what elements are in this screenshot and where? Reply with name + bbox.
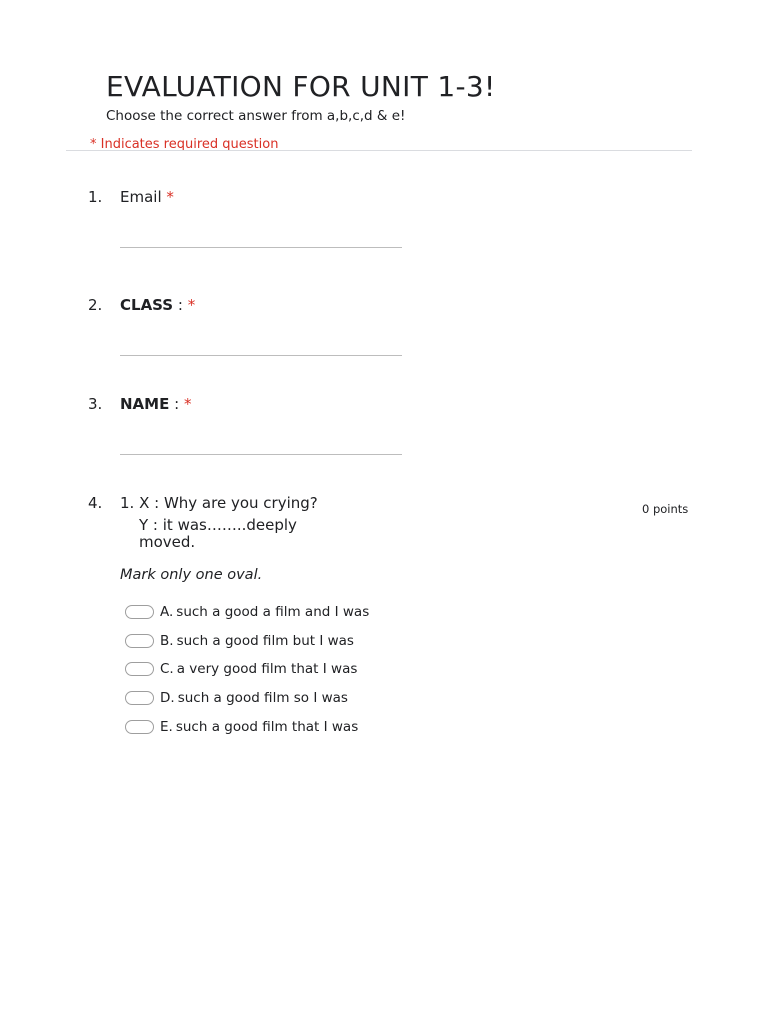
radio-oval[interactable] [125,605,154,619]
question-1-number: 1. [88,188,103,206]
radio-oval[interactable] [125,720,154,734]
question-3-title: NAME [120,395,170,413]
question-3-number: 3. [88,395,103,413]
question-3-suffix: : [169,395,180,413]
option-label: such a good a film and I was [176,603,370,620]
required-star: * [166,188,174,206]
option-b[interactable] [125,632,354,649]
option-c[interactable] [125,660,357,677]
form-title: EVALUATION FOR UNIT 1-3! [106,70,496,103]
required-note: * Indicates required question [90,137,279,152]
question-4-instruction: Mark only one oval. [120,567,263,583]
question-4-points: 0 points [642,502,689,516]
header-divider [66,150,692,151]
option-letter: E. [160,718,173,735]
option-d[interactable] [125,689,348,706]
option-label: such a good film that I was [175,718,359,735]
radio-oval[interactable] [125,634,154,648]
name-field[interactable] [120,454,402,455]
question-4-number: 4. [88,494,103,512]
option-label: such a good film so I was [177,689,348,706]
question-4-line-1: 1. X : Why are you crying? [120,494,318,512]
option-letter: B. [160,632,174,649]
question-2-suffix: : [173,296,183,314]
question-4-line-3: moved. [139,533,196,551]
required-star: * [183,395,192,413]
question-2-title: CLASS [120,296,174,314]
option-a[interactable] [125,603,369,620]
question-3-label [120,395,191,413]
option-e[interactable] [125,718,358,735]
option-label: such a good film but I was [176,632,354,649]
option-label: a very good film that I was [176,660,358,677]
radio-oval[interactable] [125,691,154,705]
question-1-title: Email [120,188,162,206]
option-letter: D. [160,689,175,706]
form-description: Choose the correct answer from a,b,c,d & e! [106,108,406,124]
question-2-number: 2. [88,296,103,314]
email-field[interactable] [120,247,402,248]
required-star: * [187,296,196,314]
option-letter: C. [160,660,174,677]
question-4-line-2: Y : it was……..deeply [139,516,297,534]
question-1-label [120,188,174,206]
option-letter: A. [160,603,174,620]
question-2-label [120,296,195,314]
class-field[interactable] [120,355,402,356]
radio-oval[interactable] [125,662,154,676]
